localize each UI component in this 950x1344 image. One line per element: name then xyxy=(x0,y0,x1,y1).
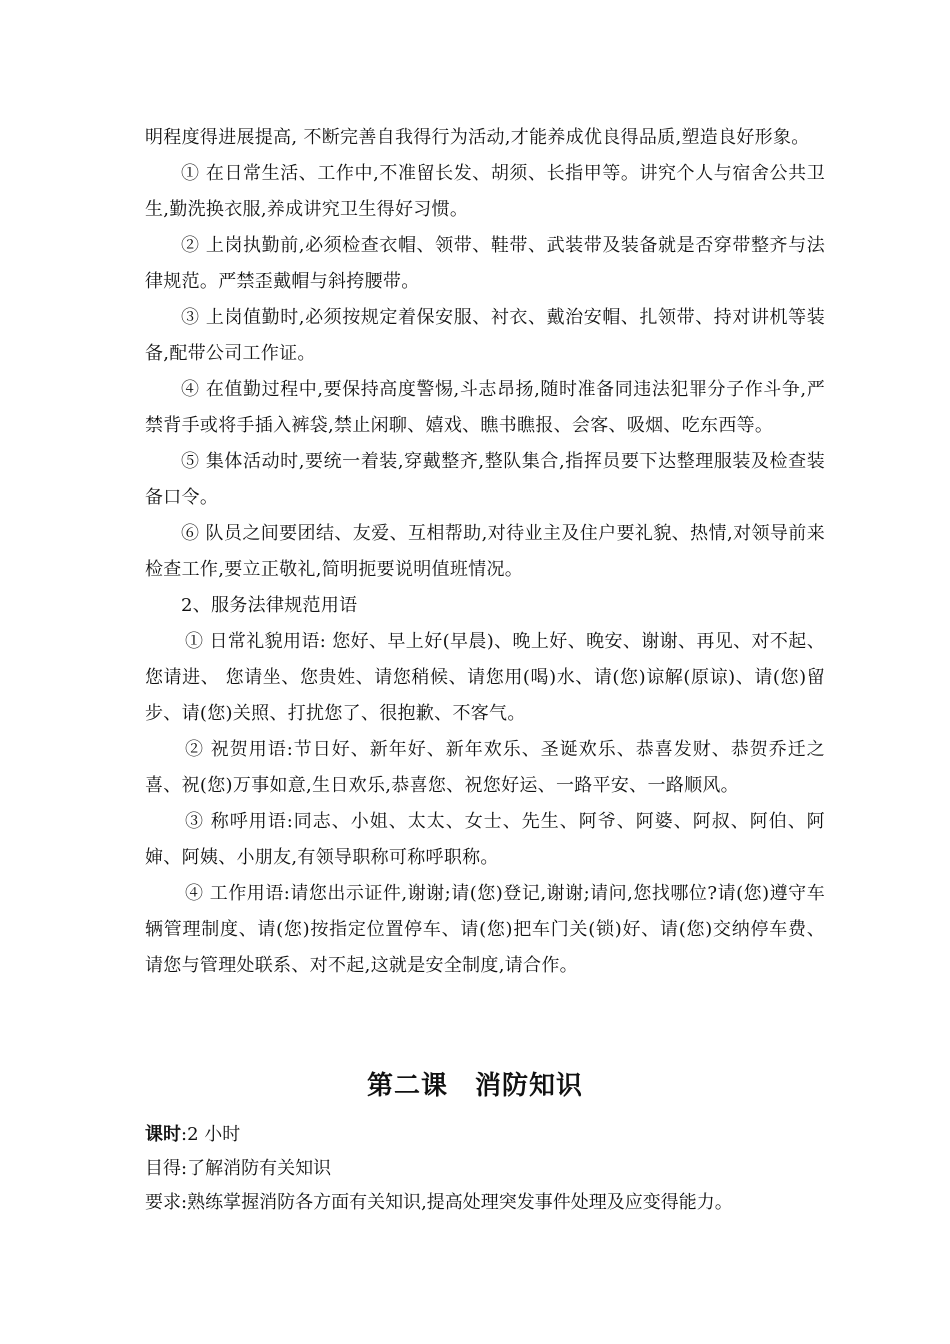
phrase-group-courtesy: ① 日常礼貌用语: 您好、早上好(早晨)、晚上好、晚安、谢谢、再见、对不起、您请进、 您请坐、您贵姓、请您稍候、请您用(喝)水、请(您)谅解(原谅)、请(您)留步、请(您)关照、打扰您了、很抱歉、不客气。 xyxy=(145,631,825,724)
paragraph-item-1: ① 在日常生活、工作中,不准留长发、胡须、长指甲等。讲究个人与宿舍公共卫生,勤洗换衣服,养成讲究卫生得好习惯。 xyxy=(145,163,825,220)
lesson-hours-label: 课时 xyxy=(145,1124,181,1145)
paragraph-item-3: ③ 上岗值勤时,必须按规定着保安服、衬衣、戴治安帽、扎领带、持对讲机等装备,配带公司工作证。 xyxy=(145,307,825,364)
phrase-group-greetings: ② 祝贺用语:节日好、新年好、新年欢乐、圣诞欢乐、恭喜发财、恭贺乔迁之喜、祝(您)万事如意,生日欢乐,恭喜您、祝您好运、一路平安、一路顺风。 xyxy=(145,739,825,796)
paragraph-item-6: ⑥ 队员之间要团结、友爱、互相帮助,对待业主及住户要礼貌、热情,对领导前来检查工作,要立正敬礼,简明扼要说明值班情况。 xyxy=(145,523,825,580)
lesson-purpose: 目得:了解消防有关知识 xyxy=(145,1158,332,1179)
body-text xyxy=(145,120,825,984)
lesson-meta xyxy=(145,1118,825,1220)
subsection-heading: 2、服务法律规范用语 xyxy=(181,595,358,616)
lesson-hours xyxy=(145,1118,825,1152)
lesson-hours-value: :2 小时 xyxy=(181,1124,241,1145)
section-title: 第二课 消防知识 xyxy=(366,1071,583,1101)
paragraph-item-5: ⑤ 集体活动时,要统一着装,穿戴整齐,整队集合,指挥员要下达整理服装及检查装备口令。 xyxy=(145,451,825,508)
phrase-group-address: ③ 称呼用语:同志、小姐、太太、女士、先生、阿爷、阿婆、阿叔、阿伯、阿婶、阿姨、小朋友,有领导职称可称呼职称。 xyxy=(145,811,825,868)
phrase-group-work: ④ 工作用语:请您出示证件,谢谢;请(您)登记,谢谢;请问,您找哪位?请(您)遵守车辆管理制度、请(您)按指定位置停车、请(您)把车门关(锁)好、请(您)交纳停车费、请您与管理处联系、对不起,这就是安全制度,请合作。 xyxy=(145,883,825,976)
paragraph-item-2: ② 上岗执勤前,必须检查衣帽、领带、鞋带、武装带及装备就是否穿带整齐与法律规范。严禁歪戴帽与斜挎腰带。 xyxy=(145,235,825,292)
lesson-requirement: 要求:熟练掌握消防各方面有关知识,提高处理突发事件处理及应变得能力。 xyxy=(145,1192,733,1213)
paragraph-continuation: 明程度得进展提高, 不断完善自我得行为活动,才能养成优良得品质,塑造良好形象。 xyxy=(145,127,810,148)
paragraph-item-4: ④ 在值勤过程中,要保持高度警惕,斗志昂扬,随时准备同违法犯罪分子作斗争,严禁背手或将手插入裤袋,禁止闲聊、嬉戏、瞧书瞧报、会客、吸烟、吃东西等。 xyxy=(145,379,825,436)
